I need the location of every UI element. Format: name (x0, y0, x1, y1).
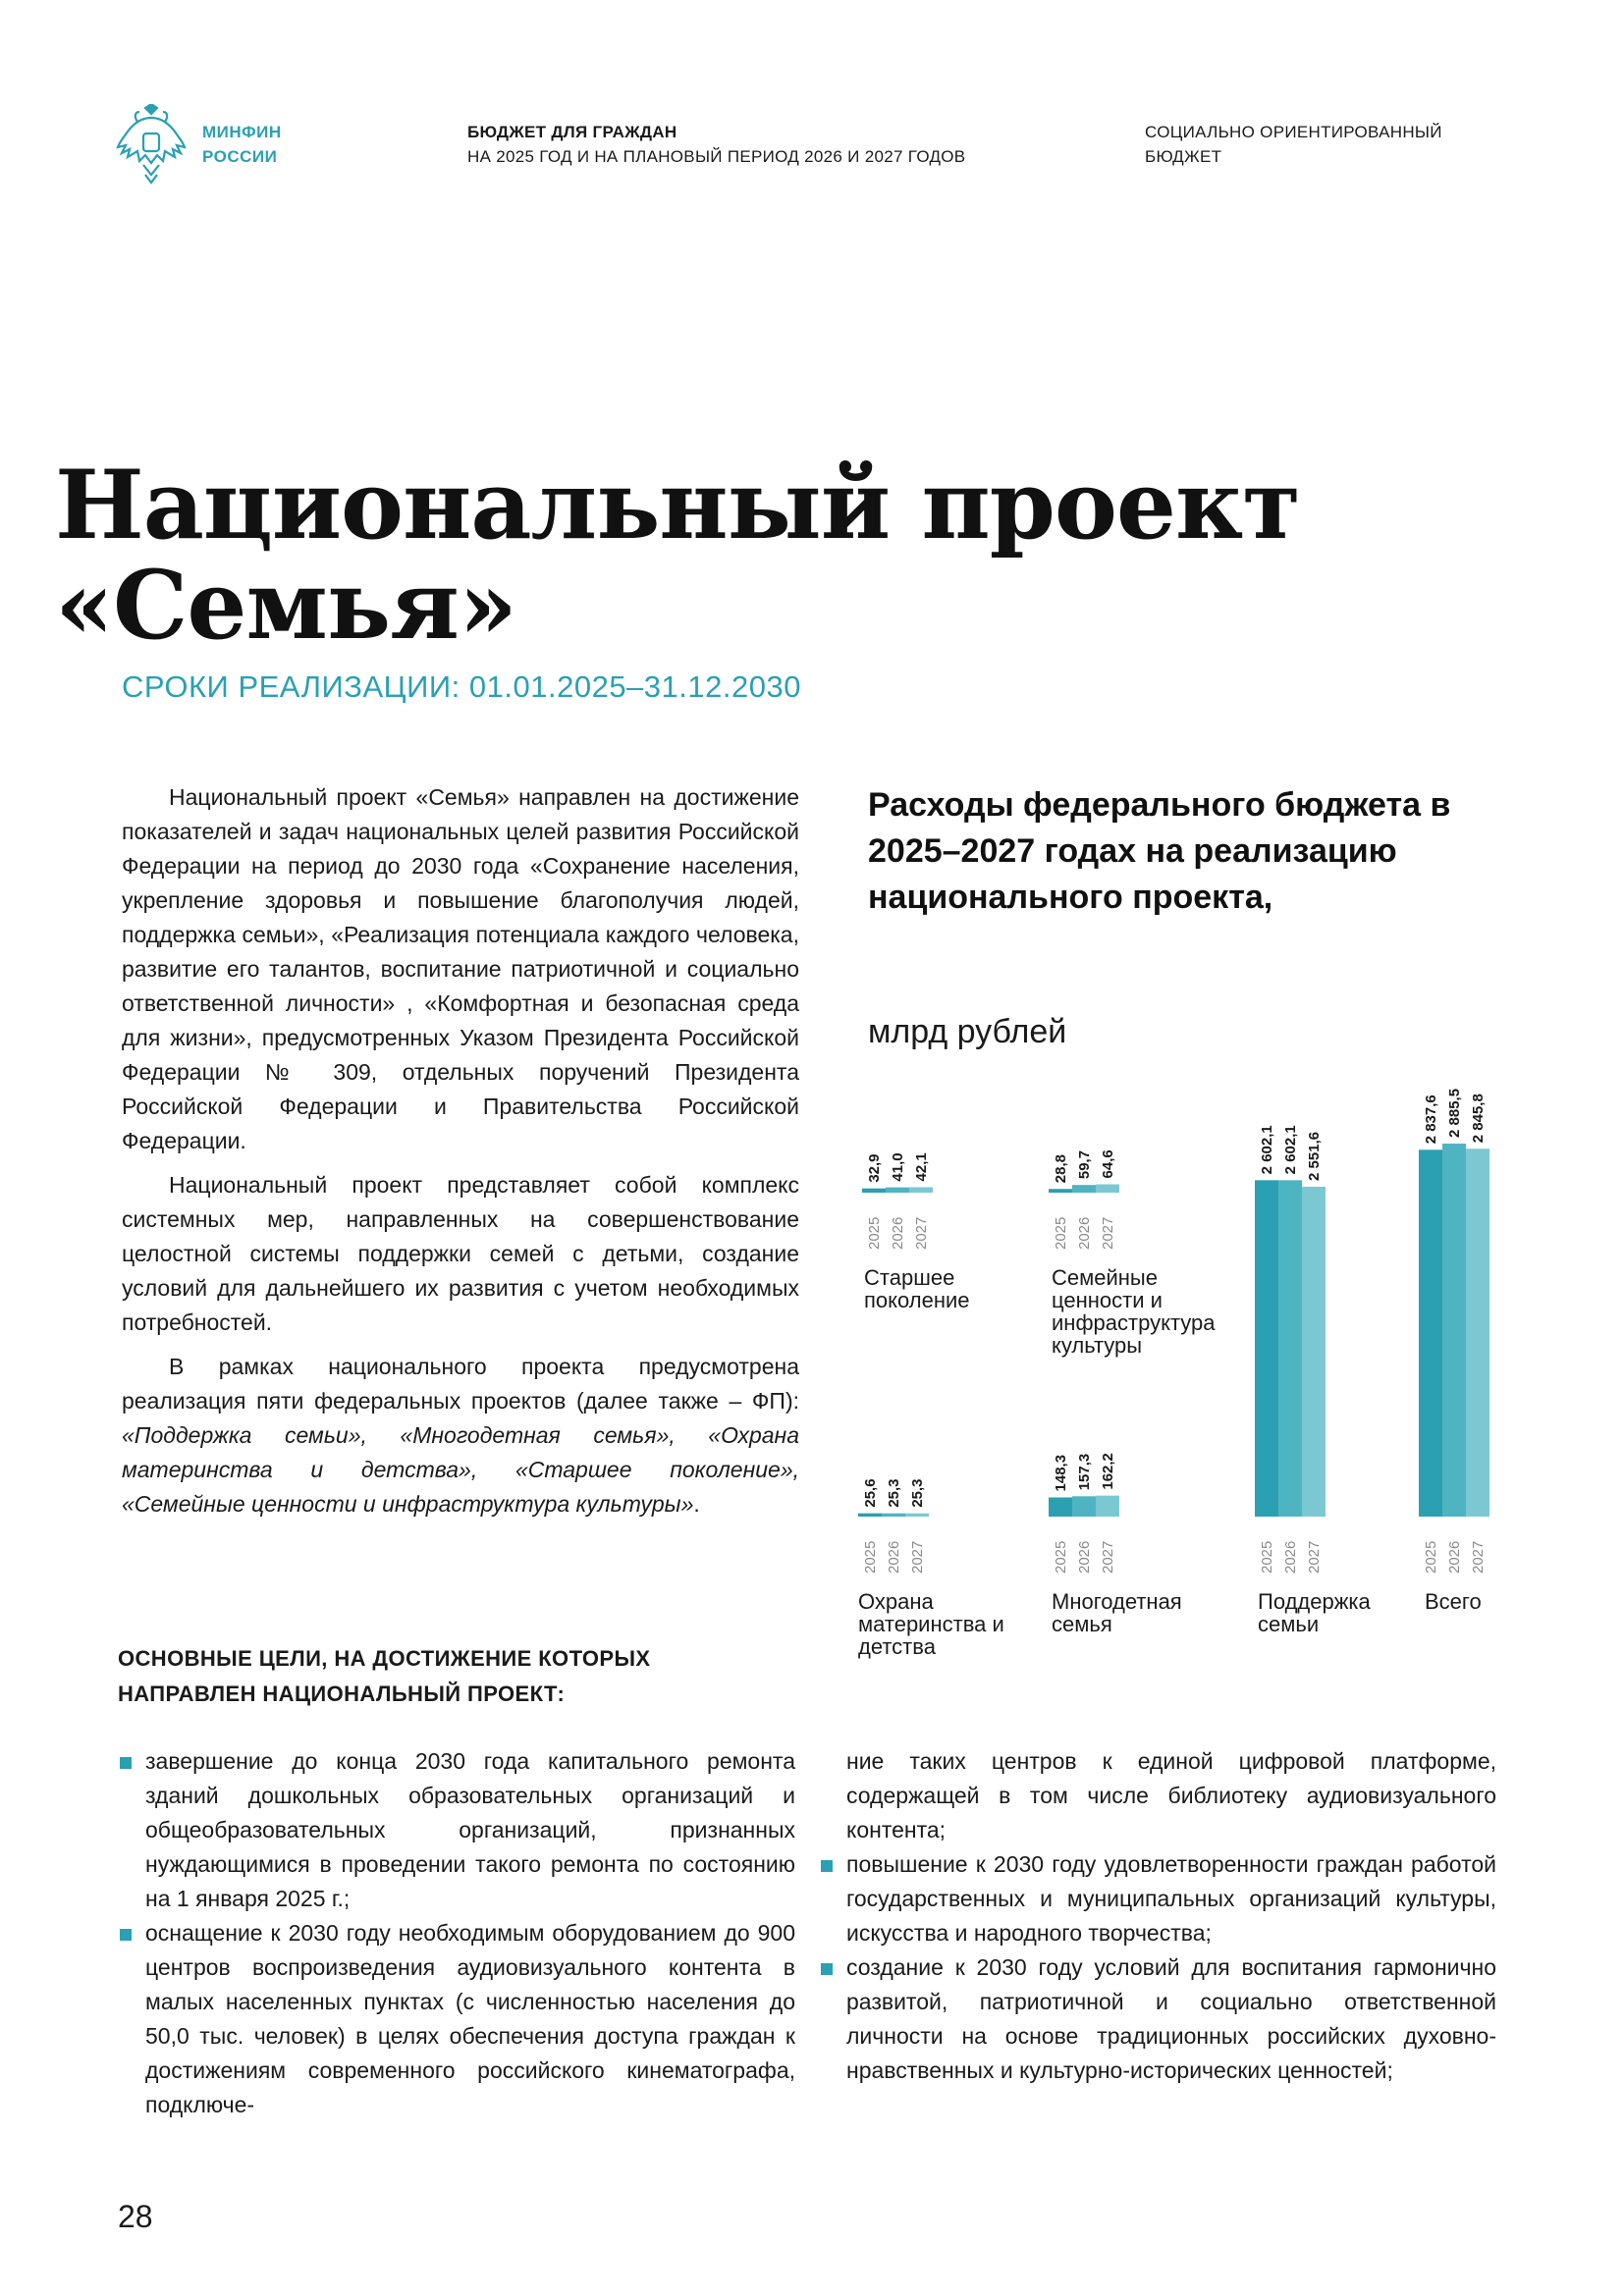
page-title-line2: «Семья» (55, 550, 516, 661)
category-label: Многодетная семья (1052, 1589, 1182, 1636)
eagle-emblem-icon (116, 104, 187, 185)
year-tick-label: 2026 (1446, 1540, 1463, 1574)
bar-group (1049, 1453, 1119, 1574)
bar-group (858, 1478, 929, 1574)
category-label: Старшее поколение (864, 1265, 970, 1312)
year-tick-label: 2026 (1282, 1540, 1299, 1574)
intro-p3-end: . (693, 1491, 700, 1517)
bar-value-label: 2 885,5 (1446, 1088, 1463, 1138)
bar (1255, 1180, 1278, 1517)
goals-heading-line1: ОСНОВНЫЕ ЦЕЛИ, НА ДОСТИЖЕНИЕ КОТОРЫХ (118, 1646, 651, 1671)
bar-value-label: 2 845,8 (1470, 1094, 1487, 1144)
goal-item: повышение к 2030 году удовлетворенности граждан работой государственных и муниципальных организаций культуры, искусства и народного творчества; (819, 1847, 1496, 1950)
bar (1072, 1185, 1096, 1193)
category-label: Семейные ценности и инфраструктура культуры (1052, 1265, 1216, 1358)
bar-value-label: 148,3 (1053, 1454, 1069, 1492)
page-title (55, 450, 1430, 661)
year-tick-label: 2027 (913, 1216, 930, 1250)
bar (886, 1188, 909, 1193)
bar-group (862, 1152, 933, 1250)
bar-value-label: 2 602,1 (1282, 1125, 1299, 1175)
section-name (1145, 120, 1442, 169)
intro-paragraph-1: Национальный проект «Семья» направлен на достижение показателей и задач национальных целей развития Российской Федерации на период до 2030 года «Сохранение населения, укрепление здоровья и повышение благополучия людей, поддержка семьи», «Реализация потенциала каждого человека, развитие его талантов, воспитание патриотичной и социально ответственной личности» , «Комфортная и безопасная среда для жизни», предусмотренных Указом Президента Российской Федерации № 309, отдельных поручений Президента Российской Федерации и Правительства Российской Федерации. (122, 784, 799, 1153)
bar (1096, 1184, 1119, 1193)
page-number: 28 (118, 2199, 153, 2234)
intro-paragraph-2: Национальный проект представляет собой комплекс системных мер, направленных на совершенствование целостной системы поддержки семей с детьми, создание условий для дальнейшего их развития с учетом необходимых потребностей. (122, 1172, 799, 1335)
year-tick-label: 2026 (890, 1216, 906, 1250)
year-tick-label: 2026 (886, 1540, 902, 1574)
bar-value-label: 2 837,6 (1423, 1095, 1439, 1145)
bar (1302, 1187, 1326, 1517)
bar-value-label: 2 551,6 (1306, 1131, 1323, 1181)
bar-value-label: 162,2 (1100, 1453, 1116, 1490)
bar-value-label: 42,1 (913, 1152, 930, 1182)
org-line1: МИНФИН (202, 123, 282, 141)
doc-subtitle: НА 2025 ГОД И НА ПЛАНОВЫЙ ПЕРИОД 2026 И 2027 ГОДОВ (467, 147, 966, 166)
bar (1049, 1189, 1072, 1193)
bar (858, 1514, 882, 1517)
bar (1466, 1148, 1489, 1517)
bar-group (1419, 1089, 1489, 1574)
bar (1419, 1149, 1442, 1517)
year-tick-label: 2025 (1423, 1540, 1439, 1574)
bar-group (1255, 1125, 1326, 1574)
bar (1072, 1496, 1096, 1517)
year-tick-label: 2025 (862, 1540, 879, 1574)
bar-value-label: 64,6 (1100, 1149, 1116, 1179)
intro-paragraph-3 (122, 1350, 799, 1522)
goals-heading (118, 1641, 746, 1712)
bar-value-label: 157,3 (1076, 1453, 1093, 1491)
bar-value-label: 25,3 (909, 1478, 926, 1508)
section-line1: СОЦИАЛЬНО ОРИЕНТИРОВАННЫЙ (1145, 123, 1442, 141)
year-tick-label: 2027 (1100, 1216, 1116, 1250)
year-tick-label: 2026 (1076, 1540, 1093, 1574)
bar-value-label: 32,9 (866, 1153, 883, 1183)
year-tick-label: 2025 (1053, 1216, 1069, 1250)
section-line2: БЮДЖЕТ (1145, 147, 1222, 166)
year-tick-label: 2027 (1306, 1540, 1323, 1574)
org-name (202, 120, 282, 169)
year-tick-label: 2027 (909, 1540, 926, 1574)
bar-value-label: 28,8 (1053, 1154, 1069, 1184)
bar (909, 1187, 933, 1193)
year-tick-label: 2025 (866, 1216, 883, 1250)
bar (1096, 1496, 1119, 1517)
intro-text (122, 780, 799, 1522)
goal-item-continuation: ние таких центров к единой цифровой платформе, содержащей в том числе библиотеку аудиовизуального контента; (846, 1748, 1496, 1842)
bar (1442, 1144, 1466, 1517)
bar (905, 1514, 929, 1517)
bar (1049, 1497, 1072, 1517)
year-tick-label: 2027 (1100, 1540, 1116, 1574)
goal-item: оснащение к 2030 году необходимым оборудованием до 900 центров воспроизведения аудиовизуального контента в малых населенных пунктах (с численностью населения до 50,0 тыс. человек) в целях обеспечения доступа граждан к достижениям современного российского кинематографа, подключе- (118, 1916, 795, 2122)
intro-p3-start: В рамках национального проекта предусмотрена реализация пяти федеральных проектов (далее также – ФП): (122, 1354, 799, 1414)
bar-group (1049, 1149, 1119, 1250)
year-tick-label: 2027 (1470, 1540, 1487, 1574)
bar-value-label: 25,3 (886, 1478, 902, 1508)
org-line2: РОССИИ (202, 147, 278, 166)
category-label: Охрана материнства и детства (858, 1589, 1004, 1659)
goal-item: завершение до конца 2030 года капитального ремонта зданий дошкольных образовательных организаций и общеобразовательных организаций, признанных нуждающимися в проведении такого ремонта по состоянию на 1 января 2025 г.; (118, 1744, 795, 1916)
implementation-period: СРОКИ РЕАЛИЗАЦИИ: 01.01.2025–31.12.2030 (122, 669, 801, 704)
bar (882, 1514, 905, 1517)
doc-title: БЮДЖЕТ ДЛЯ ГРАЖДАН (467, 123, 677, 141)
chart-unit: млрд рублей (868, 1013, 1067, 1050)
category-label: Всего (1425, 1589, 1482, 1614)
year-tick-label: 2026 (1076, 1216, 1093, 1250)
bar (1278, 1180, 1302, 1517)
goals-heading-line2: НАПРАВЛЕН НАЦИОНАЛЬНЫЙ ПРОЕКТ: (118, 1682, 566, 1706)
goals-column-right (819, 1744, 1496, 2088)
page-title-line1: Национальный проект (55, 450, 1300, 561)
federal-projects-list: «Поддержка семьи», «Многодетная семья», «Охрана материнства и детства», «Старшее поколение», «Семейные ценности и инфраструктура культуры» (122, 1422, 799, 1517)
category-label: Поддержка семьи (1258, 1589, 1371, 1636)
year-tick-label: 2025 (1259, 1540, 1275, 1574)
bar-value-label: 59,7 (1076, 1149, 1093, 1180)
goal-item: создание к 2030 году условий для воспитания гармонично развитой, патриотичной и социально ответственной личности на основе традиционных российских духовно-нравственных и культурно-исторических ценностей; (819, 1950, 1496, 2088)
bar (862, 1189, 886, 1193)
goals-column-left (118, 1744, 795, 2122)
chart-title: Расходы федерального бюджета в 2025–2027 годах на реализацию национального проекта, (868, 786, 1451, 916)
bar-value-label: 2 602,1 (1259, 1125, 1275, 1175)
document-title (467, 120, 965, 169)
year-tick-label: 2025 (1053, 1540, 1069, 1574)
bar-value-label: 41,0 (890, 1152, 906, 1182)
bar-value-label: 25,6 (862, 1478, 879, 1508)
